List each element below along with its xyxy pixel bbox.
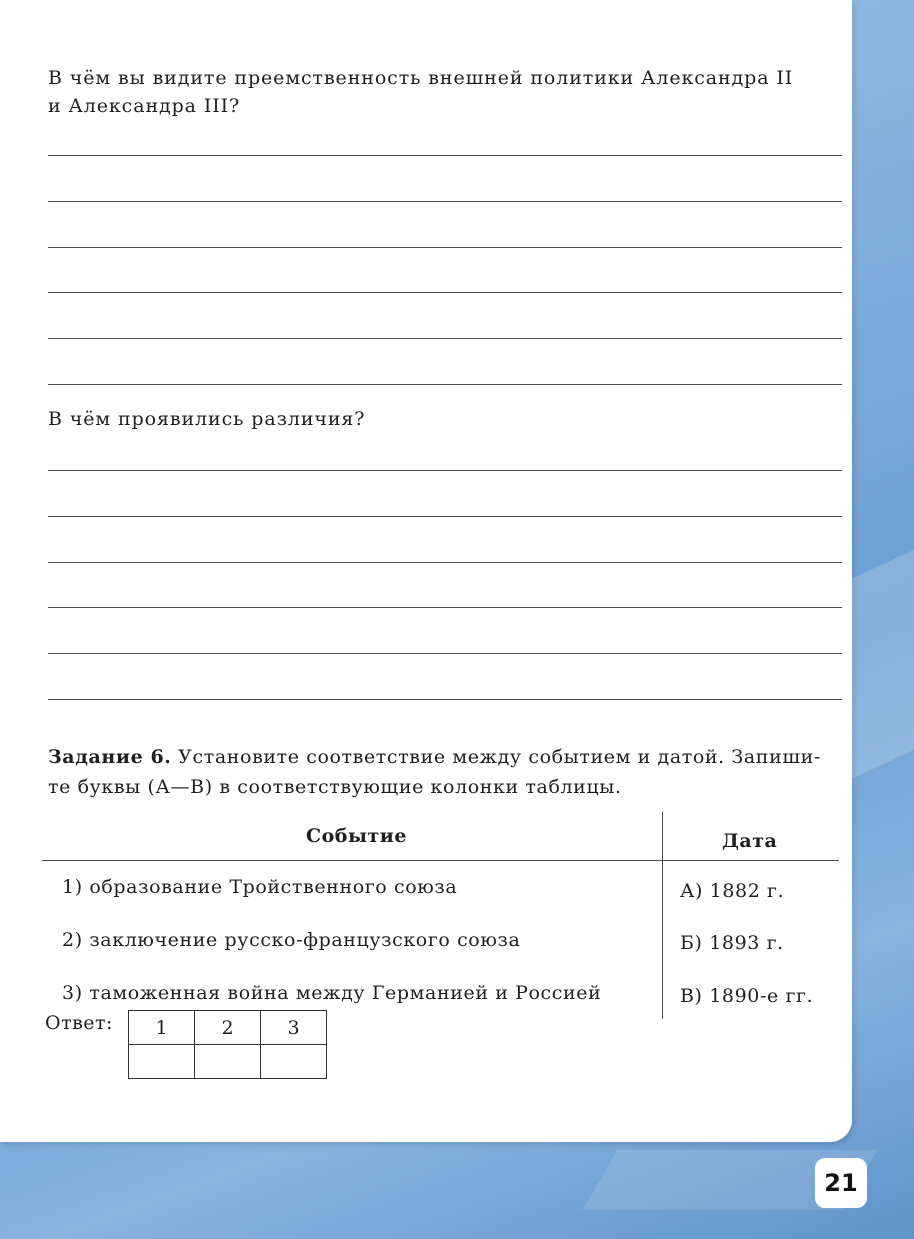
answer-column-1-header: 1 xyxy=(129,1011,195,1045)
task-6-label: Задание 6. xyxy=(48,746,172,768)
task-6-text-line-1: Установите соответствие между событием и датой. Запиши- xyxy=(171,746,821,768)
question-differences: В чём проявились различия? xyxy=(48,408,366,430)
question-continuity-line-2: и Александра III? xyxy=(48,95,241,117)
table-date-b: Б) 1893 г. xyxy=(680,932,784,954)
answer-line[interactable] xyxy=(48,201,842,202)
background-decoration xyxy=(852,541,914,778)
answer-line[interactable] xyxy=(48,607,842,608)
table-header-date: Дата xyxy=(722,830,778,852)
answer-line[interactable] xyxy=(48,470,842,471)
answer-column-3-header: 3 xyxy=(261,1011,327,1045)
question-continuity-line-1: В чём вы видите преемственность внешней политики Александра II xyxy=(48,67,794,89)
page-number: 21 xyxy=(815,1158,867,1208)
task-6-instructions xyxy=(48,742,842,802)
answer-line[interactable] xyxy=(48,247,842,248)
answer-line[interactable] xyxy=(48,699,842,700)
table-header-divider xyxy=(42,860,839,861)
answer-line[interactable] xyxy=(48,338,842,339)
answer-cell-3[interactable] xyxy=(261,1045,327,1079)
answer-line[interactable] xyxy=(48,562,842,563)
answer-line[interactable] xyxy=(48,516,842,517)
table-date-a: А) 1882 г. xyxy=(680,880,785,902)
answer-grid xyxy=(128,1010,327,1079)
answer-label: Ответ: xyxy=(45,1012,113,1034)
table-column-divider xyxy=(662,812,663,1019)
table-header-event: Событие xyxy=(306,825,407,847)
table-event-2: 2) заключение русско-французского союза xyxy=(62,929,521,951)
answer-column-2-header: 2 xyxy=(195,1011,261,1045)
table-event-3: 3) таможенная война между Германией и Россией xyxy=(62,982,602,1004)
answer-cell-1[interactable] xyxy=(129,1045,195,1079)
answer-line[interactable] xyxy=(48,155,842,156)
task-6-text-line-2: те буквы (А—В) в соответствующие колонки таблицы. xyxy=(48,776,622,798)
answer-cell-2[interactable] xyxy=(195,1045,261,1079)
table-event-1: 1) образование Тройственного союза xyxy=(62,876,458,898)
table-date-c: В) 1890-е гг. xyxy=(680,985,814,1007)
answer-line[interactable] xyxy=(48,384,842,385)
answer-line[interactable] xyxy=(48,292,842,293)
answer-line[interactable] xyxy=(48,653,842,654)
